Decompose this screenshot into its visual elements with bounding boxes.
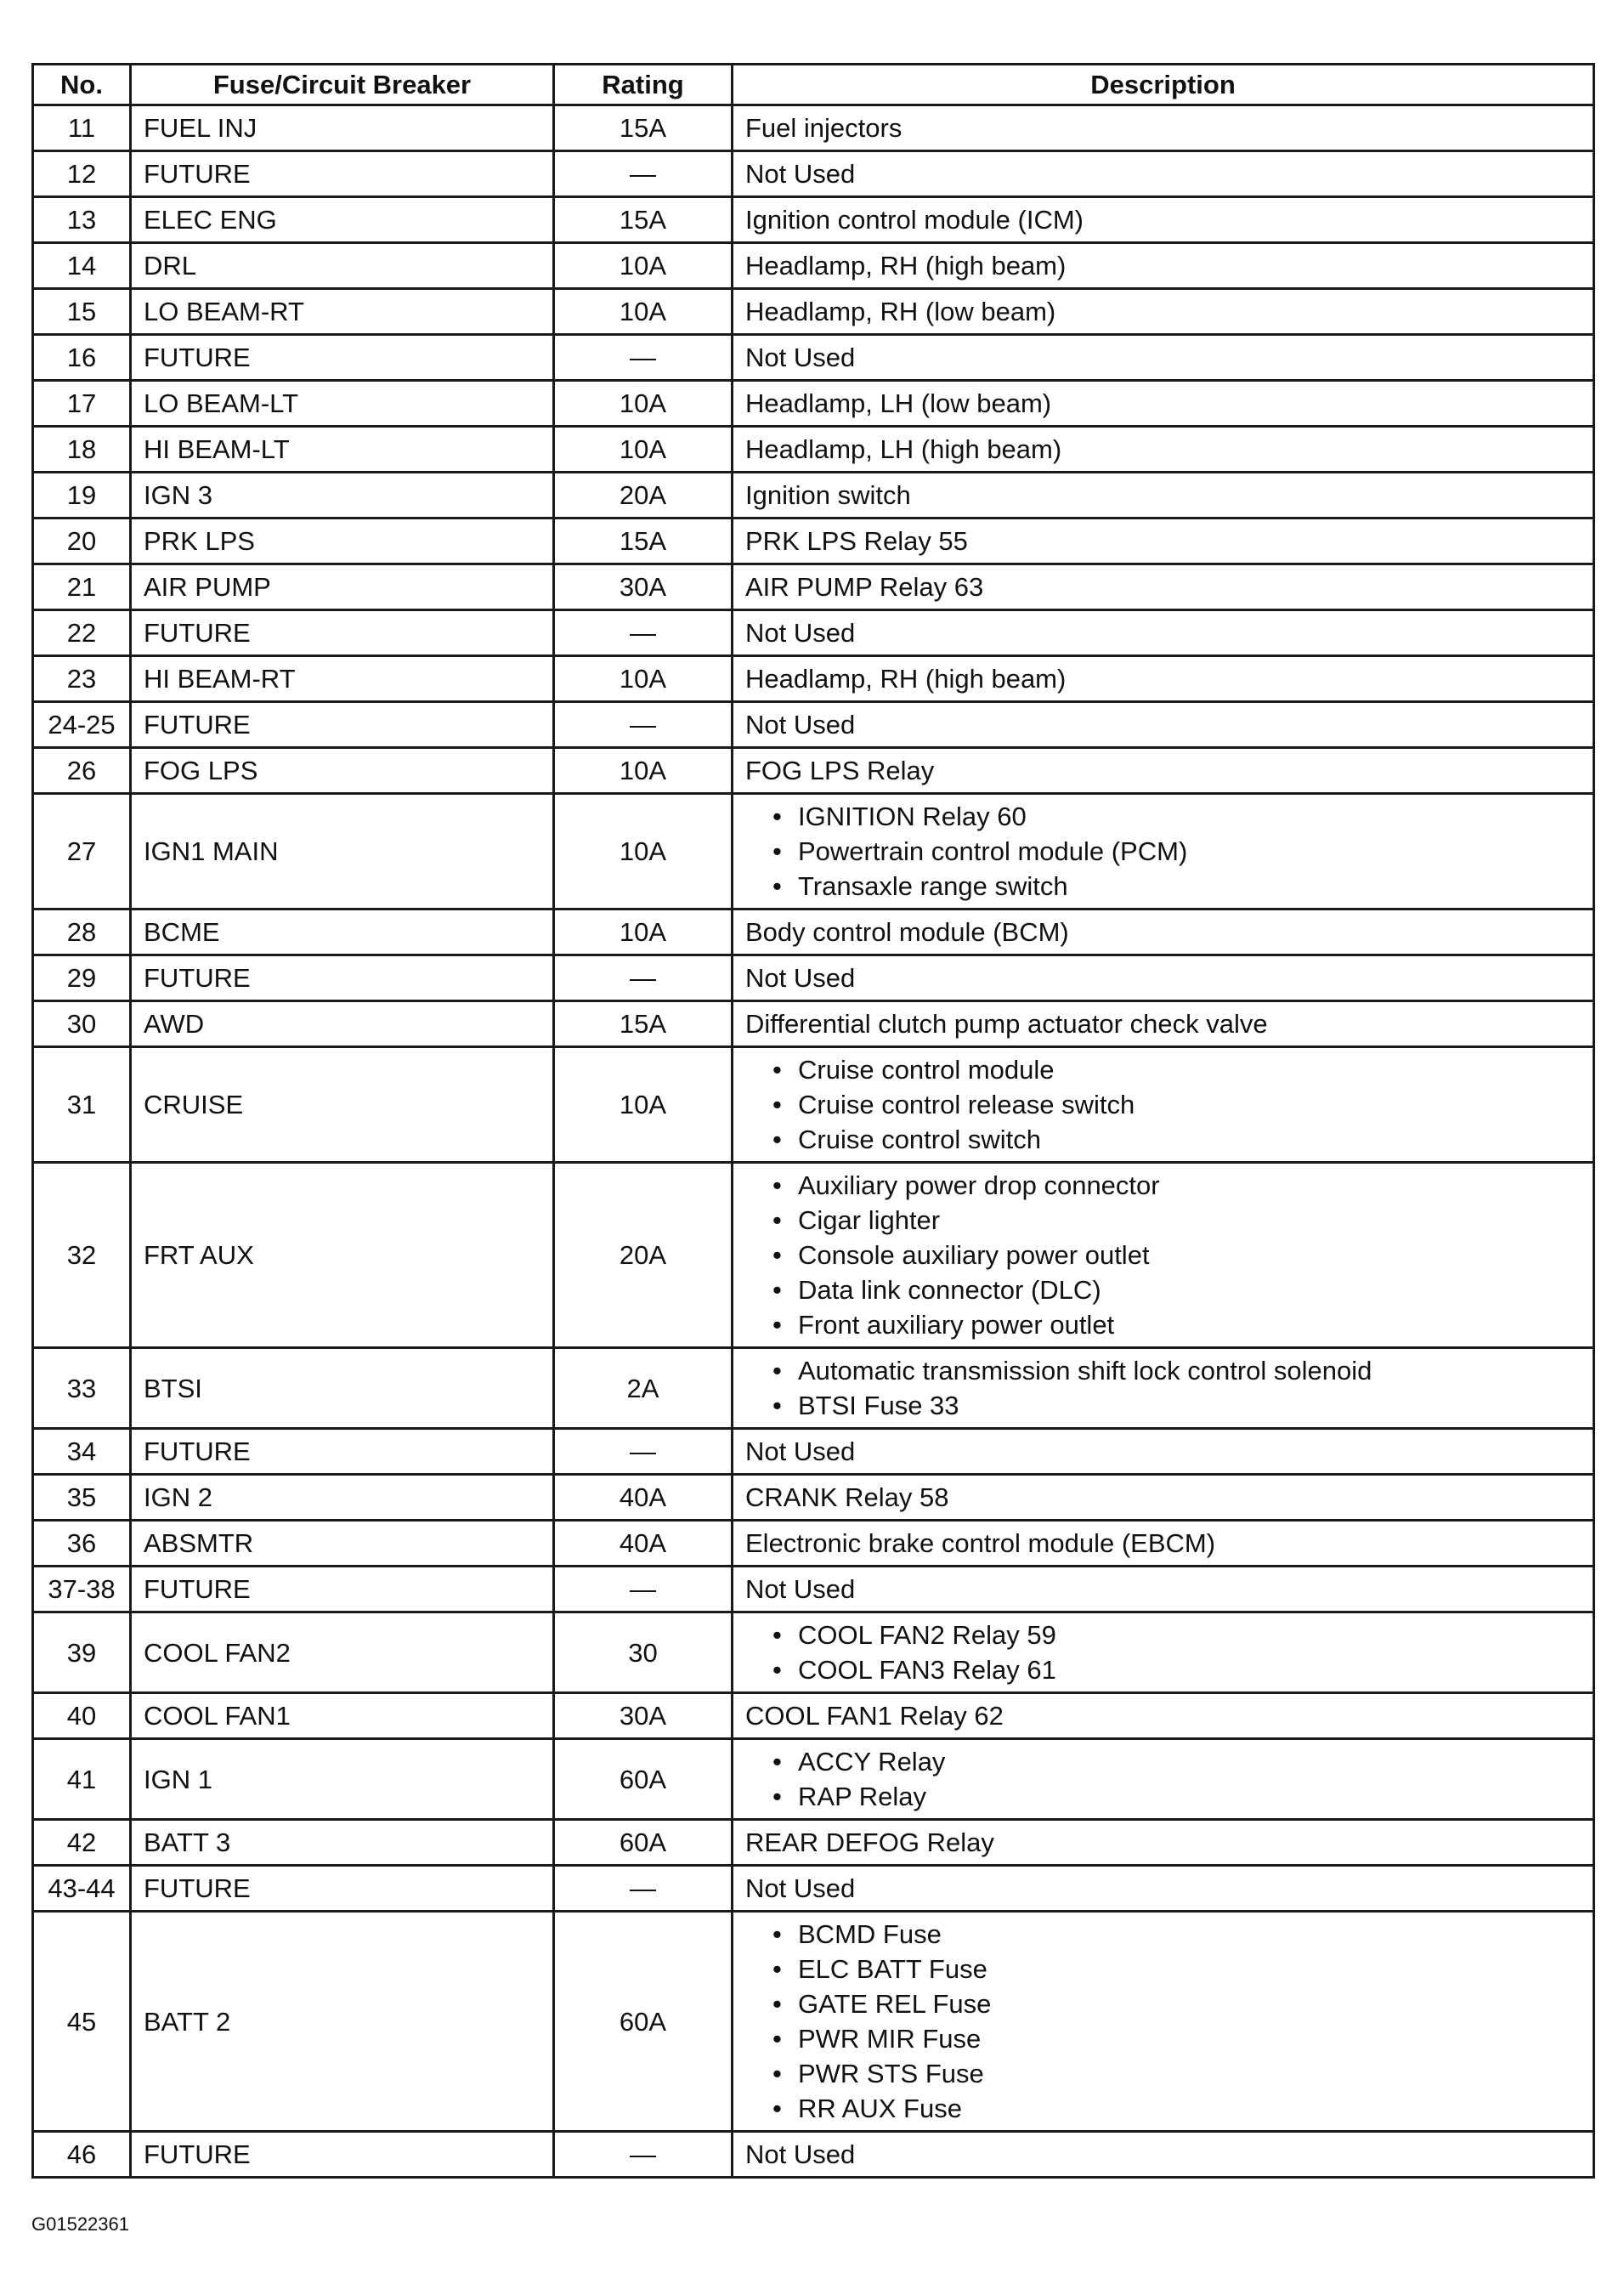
description-list-item: • COOL FAN3 Relay 61 — [772, 1652, 1581, 1687]
fuse-rating: 15A — [554, 1001, 733, 1047]
fuse-number: 45 — [33, 1912, 131, 2132]
fuse-name: FUTURE — [131, 1429, 554, 1475]
fuse-rating: 10A — [554, 910, 733, 955]
fuse-name: FUTURE — [131, 702, 554, 748]
table-row — [33, 1047, 1594, 1163]
header-description: Description — [733, 65, 1594, 105]
fuse-number: 34 — [33, 1429, 131, 1475]
description-list-item: • Transaxle range switch — [772, 869, 1581, 904]
description-list — [745, 799, 1581, 904]
fuse-number: 31 — [33, 1047, 131, 1163]
table-header-row — [33, 65, 1594, 105]
description-list — [745, 1917, 1581, 2126]
table-row — [33, 427, 1594, 473]
description-list — [745, 1052, 1581, 1157]
description-list-item: • BTSI Fuse 33 — [772, 1388, 1581, 1423]
fuse-rating: 60A — [554, 1820, 733, 1866]
fuse-number: 19 — [33, 473, 131, 518]
table-row — [33, 473, 1594, 518]
description-list-item: • Cruise control release switch — [772, 1087, 1581, 1122]
description-list-item: • Cigar lighter — [772, 1203, 1581, 1238]
fuse-description: Headlamp, RH (low beam) — [733, 289, 1594, 335]
fuse-description: Not Used — [733, 955, 1594, 1001]
fuse-description: Headlamp, RH (high beam) — [733, 243, 1594, 289]
fuse-name: CRUISE — [131, 1047, 554, 1163]
table-row — [33, 1521, 1594, 1567]
table-row — [33, 1912, 1594, 2132]
fuse-description: Headlamp, RH (high beam) — [733, 656, 1594, 702]
fuse-name: FUTURE — [131, 335, 554, 381]
table-row — [33, 1693, 1594, 1739]
fuse-rating: — — [554, 151, 733, 197]
fuse-number: 16 — [33, 335, 131, 381]
fuse-number: 43-44 — [33, 1866, 131, 1912]
fuse-description: Fuel injectors — [733, 105, 1594, 151]
fuse-rating: 10A — [554, 794, 733, 910]
table-row — [33, 1429, 1594, 1475]
description-list — [745, 1168, 1581, 1342]
description-list-item: • BCMD Fuse — [772, 1917, 1581, 1952]
table-row — [33, 564, 1594, 610]
fuse-description: CRANK Relay 58 — [733, 1475, 1594, 1521]
fuse-name: LO BEAM-RT — [131, 289, 554, 335]
fuse-name: FUTURE — [131, 1567, 554, 1612]
fuse-number: 33 — [33, 1348, 131, 1429]
fuse-number: 24-25 — [33, 702, 131, 748]
fuse-rating: 30 — [554, 1612, 733, 1693]
fuse-name: HI BEAM-LT — [131, 427, 554, 473]
fuse-name: BATT 2 — [131, 1912, 554, 2132]
table-row — [33, 910, 1594, 955]
table-row — [33, 1866, 1594, 1912]
fuse-rating: — — [554, 1866, 733, 1912]
fuse-rating: — — [554, 702, 733, 748]
fuse-number: 13 — [33, 197, 131, 243]
fuse-rating: 40A — [554, 1475, 733, 1521]
fuse-name: IGN 1 — [131, 1739, 554, 1820]
fuse-name: LO BEAM-LT — [131, 381, 554, 427]
fuse-rating: 10A — [554, 427, 733, 473]
fuse-number: 39 — [33, 1612, 131, 1693]
fuse-description: Headlamp, LH (high beam) — [733, 427, 1594, 473]
fuse-name: HI BEAM-RT — [131, 656, 554, 702]
fuse-number: 40 — [33, 1693, 131, 1739]
fuse-name: IGN 2 — [131, 1475, 554, 1521]
header-rating: Rating — [554, 65, 733, 105]
fuse-rating: — — [554, 610, 733, 656]
fuse-number: 36 — [33, 1521, 131, 1567]
fuse-rating: 40A — [554, 1521, 733, 1567]
fuse-description — [733, 1612, 1594, 1693]
table-body — [33, 105, 1594, 2178]
fuse-description: Ignition control module (ICM) — [733, 197, 1594, 243]
description-list-item: • Cruise control module — [772, 1052, 1581, 1087]
description-list — [745, 1353, 1581, 1423]
fuse-number: 23 — [33, 656, 131, 702]
fuse-description — [733, 1348, 1594, 1429]
fuse-name: FUTURE — [131, 2132, 554, 2178]
fuse-name: COOL FAN1 — [131, 1693, 554, 1739]
fuse-rating: 10A — [554, 656, 733, 702]
fuse-number: 21 — [33, 564, 131, 610]
fuse-number: 35 — [33, 1475, 131, 1521]
fuse-rating: 15A — [554, 518, 733, 564]
table-row — [33, 1348, 1594, 1429]
table-row — [33, 335, 1594, 381]
fuse-number: 27 — [33, 794, 131, 910]
fuse-rating: — — [554, 1429, 733, 1475]
fuse-description: Not Used — [733, 1866, 1594, 1912]
fuse-name: BCME — [131, 910, 554, 955]
fuse-description: Not Used — [733, 2132, 1594, 2178]
fuse-name: ABSMTR — [131, 1521, 554, 1567]
fuse-rating: 10A — [554, 243, 733, 289]
fuse-rating: 30A — [554, 1693, 733, 1739]
description-list-item: • RR AUX Fuse — [772, 2091, 1581, 2126]
fuse-name: AIR PUMP — [131, 564, 554, 610]
description-list-item: • ACCY Relay — [772, 1744, 1581, 1779]
fuse-rating: 15A — [554, 197, 733, 243]
fuse-rating: 60A — [554, 1912, 733, 2132]
fuse-name: FRT AUX — [131, 1163, 554, 1348]
description-list-item: • PWR MIR Fuse — [772, 2021, 1581, 2056]
fuse-rating: 10A — [554, 1047, 733, 1163]
fuse-rating: — — [554, 1567, 733, 1612]
fuse-number: 22 — [33, 610, 131, 656]
fuse-description: Differential clutch pump actuator check valve — [733, 1001, 1594, 1047]
fuse-name: FUTURE — [131, 955, 554, 1001]
fuse-description — [733, 1912, 1594, 2132]
fuse-rating: 60A — [554, 1739, 733, 1820]
description-list-item: • COOL FAN2 Relay 59 — [772, 1618, 1581, 1652]
fuse-name: PRK LPS — [131, 518, 554, 564]
table-row — [33, 610, 1594, 656]
fuse-description — [733, 1047, 1594, 1163]
fuse-number: 37-38 — [33, 1567, 131, 1612]
fuse-description — [733, 1739, 1594, 1820]
table-row — [33, 1567, 1594, 1612]
fuse-number: 26 — [33, 748, 131, 794]
fuse-name: BTSI — [131, 1348, 554, 1429]
fuse-name: FOG LPS — [131, 748, 554, 794]
table-row — [33, 1475, 1594, 1521]
description-list-item: • ELC BATT Fuse — [772, 1952, 1581, 1986]
fuse-description: Electronic brake control module (EBCM) — [733, 1521, 1594, 1567]
fuse-description: Not Used — [733, 1429, 1594, 1475]
fuse-name: DRL — [131, 243, 554, 289]
fuse-number: 30 — [33, 1001, 131, 1047]
figure-id: G01522361 — [31, 2213, 129, 2235]
fuse-number: 20 — [33, 518, 131, 564]
fuse-number: 28 — [33, 910, 131, 955]
fuse-name: FUEL INJ — [131, 105, 554, 151]
fuse-description — [733, 794, 1594, 910]
table-row — [33, 1612, 1594, 1693]
fuse-table — [31, 63, 1595, 2179]
fuse-number: 17 — [33, 381, 131, 427]
table-row — [33, 105, 1594, 151]
fuse-name: ELEC ENG — [131, 197, 554, 243]
table-row — [33, 794, 1594, 910]
description-list-item: • RAP Relay — [772, 1779, 1581, 1814]
description-list-item: • IGNITION Relay 60 — [772, 799, 1581, 834]
fuse-description: Body control module (BCM) — [733, 910, 1594, 955]
fuse-description: AIR PUMP Relay 63 — [733, 564, 1594, 610]
table-row — [33, 955, 1594, 1001]
fuse-number: 32 — [33, 1163, 131, 1348]
fuse-number: 12 — [33, 151, 131, 197]
fuse-name: COOL FAN2 — [131, 1612, 554, 1693]
fuse-number: 11 — [33, 105, 131, 151]
fuse-rating: 10A — [554, 381, 733, 427]
description-list-item: • Front auxiliary power outlet — [772, 1307, 1581, 1342]
description-list-item: • GATE REL Fuse — [772, 1986, 1581, 2021]
description-list-item: • Automatic transmission shift lock control solenoid — [772, 1353, 1581, 1388]
fuse-description: Not Used — [733, 610, 1594, 656]
fuse-number: 29 — [33, 955, 131, 1001]
table-row — [33, 289, 1594, 335]
description-list-item: • Powertrain control module (PCM) — [772, 834, 1581, 869]
table-row — [33, 702, 1594, 748]
description-list-item: • Cruise control switch — [772, 1122, 1581, 1157]
fuse-description: Not Used — [733, 335, 1594, 381]
fuse-number: 41 — [33, 1739, 131, 1820]
fuse-name: FUTURE — [131, 1866, 554, 1912]
fuse-rating: — — [554, 2132, 733, 2178]
description-list-item: • Data link connector (DLC) — [772, 1272, 1581, 1307]
fuse-description: Not Used — [733, 151, 1594, 197]
fuse-description: COOL FAN1 Relay 62 — [733, 1693, 1594, 1739]
table-row — [33, 1163, 1594, 1348]
description-list-item: • Auxiliary power drop connector — [772, 1168, 1581, 1203]
table-row — [33, 1739, 1594, 1820]
fuse-rating: 15A — [554, 105, 733, 151]
table-row — [33, 151, 1594, 197]
fuse-rating: 30A — [554, 564, 733, 610]
fuse-rating: 20A — [554, 473, 733, 518]
fuse-name: FUTURE — [131, 610, 554, 656]
header-no: No. — [33, 65, 131, 105]
fuse-rating: 20A — [554, 1163, 733, 1348]
fuse-number: 18 — [33, 427, 131, 473]
fuse-description: REAR DEFOG Relay — [733, 1820, 1594, 1866]
fuse-description: FOG LPS Relay — [733, 748, 1594, 794]
fuse-name: IGN 3 — [131, 473, 554, 518]
fuse-description: Ignition switch — [733, 473, 1594, 518]
fuse-rating: 2A — [554, 1348, 733, 1429]
table-row — [33, 748, 1594, 794]
description-list-item: • PWR STS Fuse — [772, 2056, 1581, 2091]
table-row — [33, 1001, 1594, 1047]
table-row — [33, 1820, 1594, 1866]
fuse-rating: 10A — [554, 748, 733, 794]
table-row — [33, 518, 1594, 564]
fuse-number: 14 — [33, 243, 131, 289]
description-list — [745, 1744, 1581, 1814]
table-row — [33, 243, 1594, 289]
table-row — [33, 381, 1594, 427]
fuse-number: 46 — [33, 2132, 131, 2178]
fuse-number: 42 — [33, 1820, 131, 1866]
fuse-rating: 10A — [554, 289, 733, 335]
fuse-description: PRK LPS Relay 55 — [733, 518, 1594, 564]
fuse-description: Headlamp, LH (low beam) — [733, 381, 1594, 427]
fuse-rating: — — [554, 955, 733, 1001]
fuse-name: AWD — [131, 1001, 554, 1047]
table-row — [33, 197, 1594, 243]
fuse-name: IGN1 MAIN — [131, 794, 554, 910]
table-row — [33, 2132, 1594, 2178]
table-row — [33, 656, 1594, 702]
description-list — [745, 1618, 1581, 1687]
fuse-rating: — — [554, 335, 733, 381]
fuse-name: FUTURE — [131, 151, 554, 197]
fuse-description: Not Used — [733, 1567, 1594, 1612]
fuse-name: BATT 3 — [131, 1820, 554, 1866]
header-fuse-circuit-breaker: Fuse/Circuit Breaker — [131, 65, 554, 105]
fuse-description — [733, 1163, 1594, 1348]
fuse-number: 15 — [33, 289, 131, 335]
fuse-description: Not Used — [733, 702, 1594, 748]
description-list-item: • Console auxiliary power outlet — [772, 1238, 1581, 1272]
